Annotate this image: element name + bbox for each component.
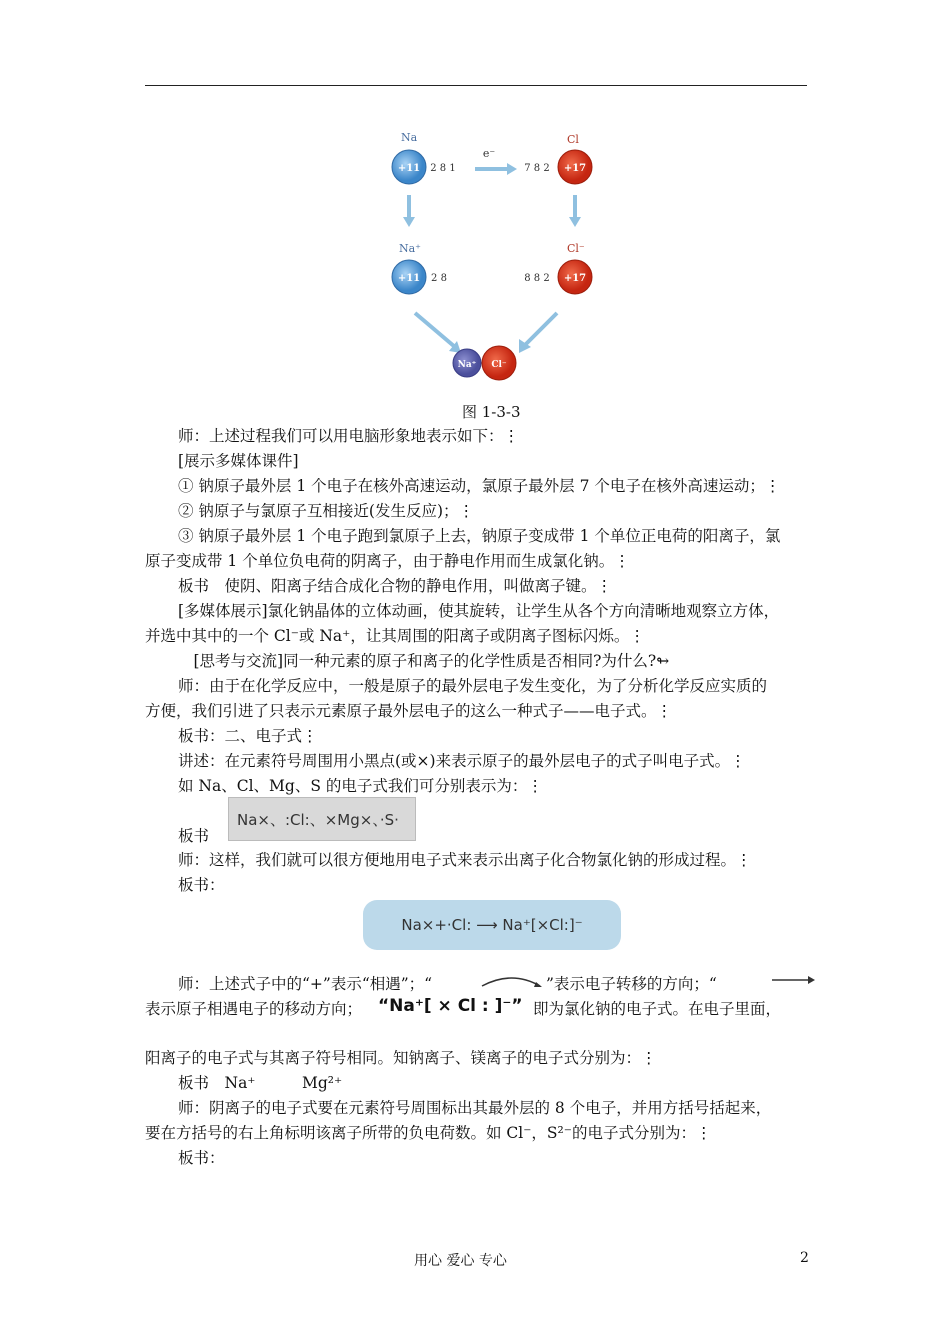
nacl-formation-figure (385, 125, 605, 385)
text-line: [多媒体展示]氯化钠晶体的立体动画，使其旋转，让学生从各个方向清晰地观察立方体， (178, 602, 780, 620)
footer-motto: 用心 爱心 专心 (414, 1253, 507, 1269)
text-line: 要在方括号的右上角标明该离子所带的负电荷数。如 Cl⁻，S²⁻的电子式分别为：⋮ (145, 1124, 712, 1142)
nacl-electron-formula: “Na⁺[ × Cl : ]⁻” (378, 996, 523, 1016)
text-line: 师：阴离子的电子式要在元素符号周围标出其最外层的 8 个电子，并用方括号括起来， (178, 1099, 772, 1117)
text-line: 师：上述式子中的“+”表示“相遇”；“ (178, 975, 433, 993)
svg-text:2 8 1: 2 8 1 (430, 163, 456, 174)
text-line: [思考与交流]同一种元素的原子和离子的化学性质是否相同?为什么?↬ (178, 652, 670, 670)
cl-label: Cl (567, 133, 579, 146)
cl-ion-label: Cl⁻ (567, 242, 585, 255)
svg-text:7 8 2: 7 8 2 (524, 163, 550, 174)
header-rule (145, 85, 807, 86)
text-line: 原子变成带 1 个单位负电荷的阴离子，由于静电作用而生成氯化钠。⋮ (145, 552, 630, 570)
text-line: 板书 使阴、阳离子结合成化合物的静电作用，叫做离子键。⋮ (178, 577, 613, 595)
text-line: 板书 Na⁺ Mg²⁺ (178, 1074, 343, 1092)
text-line: 并选中其中的一个 Cl⁻或 Na⁺，让其周围的阳离子或阴离子图标闪烁。⋮ (145, 627, 645, 645)
right-arrow-icon (770, 974, 816, 986)
text-line: 阳离子的电子式与其离子符号相同。知钠离子、镁离子的电子式分别为：⋮ (145, 1049, 657, 1067)
svg-text:Na⁺: Na⁺ (457, 360, 477, 370)
text-line: ③ 钠原子最外层 1 个电子跑到氯原子上去，钠原子变成带 1 个单位正电荷的阳离子，氯 (178, 527, 781, 545)
text-line: 板书 (178, 827, 210, 845)
text-line: 表示原子相遇电子的移动方向； (145, 1000, 363, 1018)
svg-text:+11: +11 (397, 163, 421, 174)
na-label: Na (401, 131, 418, 144)
svg-text:2 8: 2 8 (431, 273, 447, 284)
text-line: [展示多媒体课件] (178, 452, 299, 470)
electron-dot-formulas: Na×、:Cl:、×Mg×、·S· (228, 797, 416, 841)
text-line: 讲述：在元素符号周围用小黑点(或×)来表示原子的最外层电子的式子叫电子式。⋮ (178, 752, 746, 770)
svg-text:+17: +17 (563, 273, 587, 284)
svg-text:e⁻: e⁻ (482, 147, 496, 160)
text-line: 板书： (178, 876, 225, 894)
text-line: 师：这样，我们就可以很方便地用电子式来表示出离子化合物氯化钠的形成过程。⋮ (178, 851, 752, 869)
text-line: ”表示电子转移的方向；“ (546, 975, 717, 993)
text-line: 即为氯化钠的电子式。在电子里面， (533, 1000, 782, 1018)
text-line: 师：上述过程我们可以用电脑形象地表示如下：⋮ (178, 427, 520, 445)
figure-caption: 图 1-3-3 (462, 403, 521, 421)
curved-arrow-icon (478, 974, 546, 990)
svg-text:+11: +11 (397, 273, 421, 284)
svg-text:8 8 2: 8 8 2 (524, 273, 550, 284)
text-line: 如 Na、Cl、Mg、S 的电子式我们可分别表示为：⋮ (178, 777, 543, 795)
text-line: 方便，我们引进了只表示元素原子最外层电子的这么一种式子——电子式。⋮ (145, 702, 673, 720)
text-line: 板书：二、电子式⋮ (178, 727, 318, 745)
text-line: 师：由于在化学反应中，一般是原子的最外层电子发生变化，为了分析化学反应实质的 (178, 677, 768, 695)
na-ion-label: Na⁺ (399, 242, 421, 255)
text-line: 板书： (178, 1149, 225, 1167)
svg-text:+17: +17 (563, 163, 587, 174)
text-line: ① 钠原子最外层 1 个电子在核外高速运动，氯原子最外层 7 个电子在核外高速运动；⋮ (178, 477, 781, 495)
text-line: ② 钠原子与氯原子互相接近(发生反应)；⋮ (178, 502, 475, 520)
nacl-formation-formula: Na×+·Cl: ⟶ Na⁺[×Cl:]⁻ (363, 900, 621, 950)
page-number: 2 (800, 1250, 809, 1266)
svg-text:Cl⁻: Cl⁻ (491, 360, 507, 370)
